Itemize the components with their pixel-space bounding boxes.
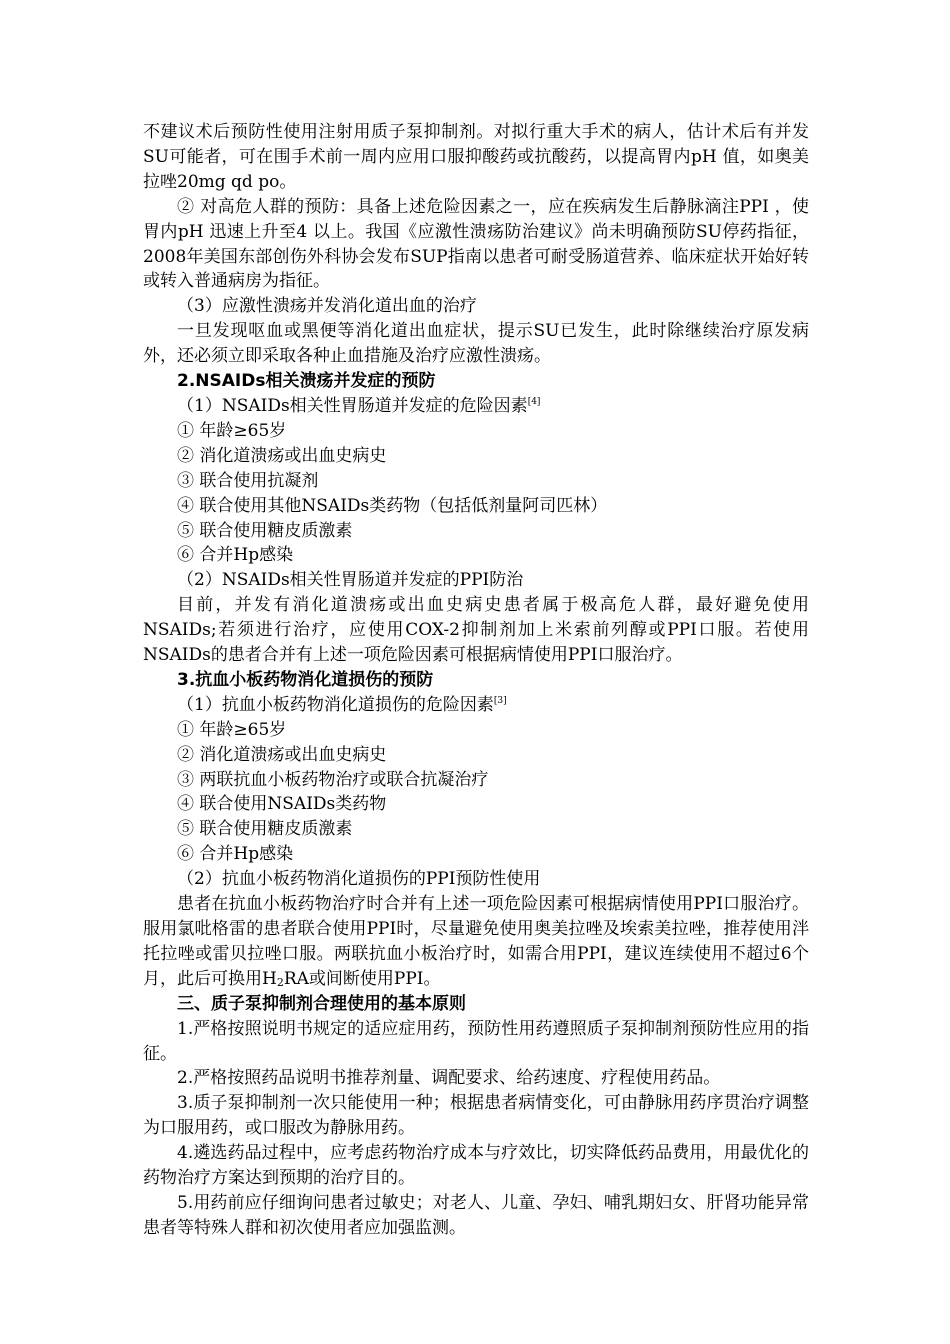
paragraph-text: 患者在抗血小板药物治疗时合并有上述一项危险因素可根据病情使用PPI口服治疗。服用氯吡格雷的患者联合使用PPI时，尽量避免使用奥美拉唑及埃索美拉唑，推荐使用泮托拉唑或雷贝拉唑口服。两联抗血小板治疗时，如需合用PPI，建议连续使用不超过6个月，此后可换用H xyxy=(143,894,809,989)
subheading: （2）抗血小板药物消化道损伤的PPI预防性使用 xyxy=(177,869,541,890)
subheading: （3）应激性溃疡并发消化道出血的治疗 xyxy=(177,296,477,317)
list-item: ⑥ 合并Hp感染 xyxy=(177,844,294,865)
paragraph: 1.严格按照说明书规定的适应症用药，预防性用药遵照质子泵抑制剂预防性应用的指征。 xyxy=(143,1018,809,1064)
paragraph: 目前，并发有消化道溃疡或出血史病史患者属于极高危人群，最好避免使用NSAIDs;若须进行治疗，应使用COX-2抑制剂加上米索前列醇或PPI口服。若使用NSAIDs的患者合并有上述一项危险因素可根据病情使用PPI口服治疗。 xyxy=(143,595,809,666)
paragraph: 不建议术后预防性使用注射用质子泵抑制剂。对拟行重大手术的病人，估计术后有并发SU可能者，可在围手术前一周内应用口服抑酸药或抗酸药，以提高胃内pH 值，如奥美拉唑20mg qd po。 xyxy=(143,122,809,192)
paragraph: 3.质子泵抑制剂一次只能使用一种；根据患者病情变化，可由静脉用药序贯治疗调整为口服用药，或口服改为静脉用药。 xyxy=(143,1093,809,1139)
section-heading: 3.抗血小板药物消化道损伤的预防 xyxy=(177,669,434,690)
list-item: ② 消化道溃疡或出血史病史 xyxy=(177,744,387,765)
list-item: ② 消化道溃疡或出血史病史 xyxy=(177,445,387,466)
section-heading: 2.NSAIDs相关溃疡并发症的预防 xyxy=(177,371,436,392)
citation-ref: [4] xyxy=(527,396,541,407)
subheading: （2）NSAIDs相关性胃肠道并发症的PPI防治 xyxy=(177,570,524,591)
list-item: ① 年龄≥65岁 xyxy=(177,719,287,740)
subheading xyxy=(143,394,809,419)
paragraph: 4.遴选药品过程中，应考虑药物治疗成本与疗效比，切实降低药品费用，用最优化的药物治疗方案达到预期的治疗目的。 xyxy=(143,1143,809,1189)
subheading-text: （1）抗血小板药物消化道损伤的危险因素 xyxy=(177,694,494,715)
paragraph-text: RA或间断使用PPI。 xyxy=(283,968,441,989)
paragraph: ② 对高危人群的预防：具备上述危险因素之一，应在疾病发生后静脉滴注PPI ，使胃内pH 迅速上升至4 以上。我国《应激性溃疡防治建议》尚未明确预防SU停药指征，2008年美国东部创伤外科协会发布SUP指南以患者可耐受肠道营养、临床症状开始好转或转入普通病房为指征。 xyxy=(143,196,809,292)
list-item: ④ 联合使用NSAIDs类药物 xyxy=(177,794,387,815)
list-item: ③ 联合使用抗凝剂 xyxy=(177,470,319,491)
document-body xyxy=(143,120,809,1241)
paragraph xyxy=(143,892,809,992)
subheading-text: （1）NSAIDs相关性胃肠道并发症的危险因素 xyxy=(177,395,528,416)
list-item: ⑥ 合并Hp感染 xyxy=(177,545,294,566)
list-item: ④ 联合使用其他NSAIDs类药物（包括低剂量阿司匹林） xyxy=(177,495,608,516)
citation-ref: [3] xyxy=(493,695,507,706)
list-item: ⑤ 联合使用糖皮质激素 xyxy=(177,520,353,541)
subscript: 2 xyxy=(276,975,284,989)
paragraph: 一旦发现呕血或黑便等消化道出血症状，提示SU已发生，此时除继续治疗原发病外，还必须立即采取各种止血措施及治疗应激性溃疡。 xyxy=(143,321,809,367)
section-heading: 三、质子泵抑制剂合理使用的基本原则 xyxy=(177,993,466,1014)
subheading xyxy=(143,693,809,718)
paragraph: 2.严格按照药品说明书推荐剂量、调配要求、给药速度、疗程使用药品。 xyxy=(177,1068,721,1089)
list-item: ① 年龄≥65岁 xyxy=(177,420,287,441)
list-item: ⑤ 联合使用糖皮质激素 xyxy=(177,819,353,840)
paragraph: 5.用药前应仔细询问患者过敏史；对老人、儿童、孕妇、哺乳期妇女、肝肾功能异常患者等特殊人群和初次使用者应加强监测。 xyxy=(143,1192,809,1238)
list-item: ③ 两联抗血小板药物治疗或联合抗凝治疗 xyxy=(177,769,489,790)
